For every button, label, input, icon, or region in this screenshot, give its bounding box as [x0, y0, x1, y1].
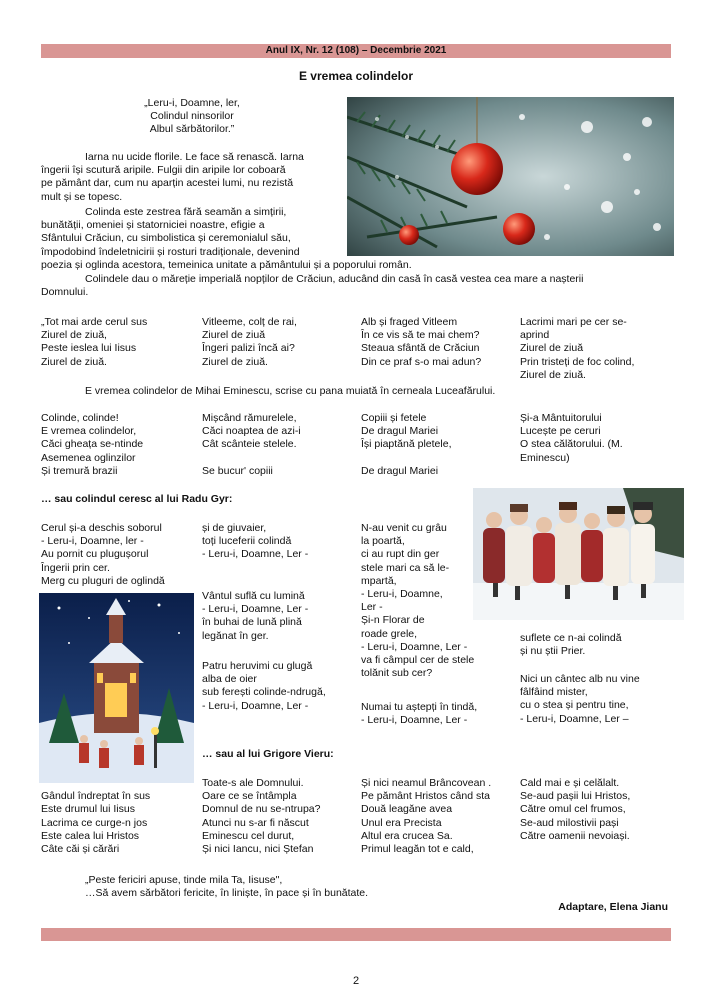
vieru-column — [41, 777, 201, 856]
gyr-column — [361, 701, 519, 727]
verse-line: și de giuvaier, — [202, 522, 267, 534]
text-line: poezia și oglinda acestora, temeinica unitate a pământului și a poporului român. — [41, 258, 412, 271]
verse-line: stele mari ca să le- — [361, 561, 450, 574]
verse-line: Oare ce se întâmpla — [202, 790, 297, 803]
verse-line: Căci gheața se-ntinde — [41, 438, 144, 451]
page-number: 2 — [352, 975, 360, 987]
verse-line: - Leru-i, Doamne, Ler - — [202, 548, 309, 561]
verse-line: Merg cu pluguri de oglindă — [41, 574, 165, 587]
epigraph-line: „Leru-i, Doamne, ler, — [144, 97, 240, 109]
verse-line: Altul era crucea Sa. — [361, 829, 453, 842]
verse-line: Alb și fraged Vitleem — [361, 316, 458, 328]
verse-line: Este calea lui Hristos — [41, 829, 140, 842]
verse-line: Câte căi și cărări — [41, 843, 120, 855]
verse-line: mpartă, — [361, 574, 397, 587]
text-line: Domnului. — [41, 286, 89, 299]
text-line: Colindele dau o măreție imperială nopților de Crăciun, aducând din casă în casă vestea cea mare a nașterii — [85, 273, 584, 285]
verse-line: Pe pământ Hristos când sta — [361, 790, 490, 803]
verse-line: Prin tristeți de foc colind, — [520, 355, 635, 368]
vieru-heading: … sau al lui Grigore Vieru: — [202, 748, 334, 760]
verse-line: Lacrimi mari pe cer se- — [520, 316, 627, 328]
text-line: Sfântului Crăciun, cu simbolistica și ceremonialul său, — [41, 232, 291, 245]
verse-line: va fi câmpul cer de stele — [361, 654, 475, 667]
eminescu-intro: E vremea colindelor de Mihai Eminescu, scrise cu pana muiată în cerneala Luceafărului. — [85, 385, 496, 397]
church-image — [39, 593, 194, 783]
stanza-column — [520, 412, 675, 465]
verse-line: - Leru-i, Doamne, Ler - — [202, 603, 309, 616]
verse-line: Primul leagăn tot e cald, — [361, 843, 474, 856]
verse-line: Cald mai e și celălalt. — [520, 777, 620, 789]
verse-line: Și nici neamul Brâncovean . — [361, 777, 492, 789]
verse-line: aprind — [520, 329, 550, 342]
stanza-column — [361, 316, 521, 369]
verse-line: Ziurel de ziuă, — [41, 329, 107, 342]
verse-line: Și-n Florar de — [361, 614, 425, 627]
epigraph — [92, 97, 292, 137]
gyr-column — [202, 590, 360, 643]
verse-line: Eminescu cel durut, — [202, 829, 295, 842]
verse-line: Căci noaptea de azi-i — [202, 425, 301, 438]
verse-line: Au pornit cu plugușorul — [41, 548, 149, 561]
verse-line: Vitleeme, colț de rai, — [202, 316, 297, 328]
verse-line: Ziurel de ziuă — [520, 342, 584, 355]
intro-paragraph-3 — [41, 273, 671, 299]
verse-line: Se-aud pașii lui Hristos, — [520, 790, 631, 803]
verse-line: Domnul de nu se-ntrupa? — [202, 803, 321, 816]
verse-line: Ziurel de ziuă — [202, 329, 266, 342]
vieru-column — [202, 777, 360, 856]
epigraph-line: Albul sărbătorilor.” — [149, 123, 235, 136]
gyr-column — [202, 522, 360, 562]
verse-line: cu o stea și pentru tine, — [520, 699, 629, 712]
vieru-column — [361, 777, 519, 856]
verse-line: Îngerii prin cer. — [41, 561, 110, 574]
verse-line: Două leagăne avea — [361, 803, 453, 816]
stanza-column — [202, 316, 362, 369]
verse-line: Îngeri palizi încă ai? — [202, 342, 295, 355]
verse-line: Și nici Iancu, nici Ștefan — [202, 843, 314, 856]
page-title: E vremea colindelor — [298, 69, 414, 83]
verse-line: în buhai de lună plină — [202, 616, 302, 629]
gyr-column — [41, 522, 201, 588]
epigraph-line: Colindul ninsorilor — [150, 110, 234, 123]
verse-line — [41, 777, 201, 790]
verse-line: Peste ieslea lui Iisus — [41, 342, 137, 355]
verse-line: Vântul suflă cu lumină — [202, 590, 305, 602]
stanza-column — [520, 316, 675, 382]
verse-line: Atunci nu s-ar fi născut — [202, 816, 309, 829]
intro-paragraph-2 — [41, 206, 671, 272]
verse-line: Ziurel de ziuă. — [520, 368, 586, 381]
verse-line: - Leru-i, Doamne, — [361, 588, 443, 601]
verse-line: Își piaptănă pletele, — [361, 438, 452, 451]
stanza-column — [361, 412, 521, 478]
verse-line: Și tremură brazii — [41, 464, 118, 477]
verse-line: Nici un cântec alb nu vine — [520, 673, 640, 685]
intro-paragraph-1 — [41, 151, 337, 204]
author: Adaptare, Elena Jianu — [558, 901, 668, 913]
stanza-column — [41, 316, 201, 369]
text-line: împodobind îndeletnicirii și rosturi tradiționale, devenind — [41, 245, 300, 258]
verse-line: Cât scânteie stelele. — [202, 438, 297, 451]
closing-line: …Să avem sărbători fericite, în liniște, în pace și în bunătate. — [85, 887, 369, 900]
verse-line: Ziurel de ziuă. — [41, 355, 107, 368]
verse-line: O stea călătorului. (M. — [520, 438, 623, 451]
verse-line: Cerul și-a deschis soborul — [41, 522, 162, 534]
issue-header: Anul IX, Nr. 12 (108) – Decembrie 2021 — [41, 44, 671, 58]
verse-line: fâlfâind mister, — [520, 686, 588, 699]
verse-line: sub ferești colinde-ndrugă, — [202, 686, 326, 699]
verse-line: De dragul Mariei — [361, 425, 439, 438]
verse-line: tolănit sub cer? — [361, 667, 433, 680]
verse-line: legănat în ger. — [202, 629, 269, 642]
gyr-column — [520, 632, 675, 658]
stanza-column — [41, 412, 201, 478]
verse-line: Este drumul lui Iisus — [41, 803, 135, 816]
verse-line: Mișcând rămurelele, — [202, 412, 297, 424]
verse-line: Lacrima ce curge-n jos — [41, 816, 148, 829]
verse-line: Către omul cel frumos, — [520, 803, 626, 816]
verse-line: Unul era Precista — [361, 816, 442, 829]
verse-line: Ziurel de ziuă. — [202, 355, 268, 368]
closing-line: „Peste fericiri apuse, tinde mila Ta, Iisuse", — [85, 874, 283, 886]
vieru-column — [520, 777, 675, 843]
verse-line: alba de oier — [202, 673, 257, 686]
verse-line: suflete ce n-ai colindă — [520, 632, 622, 644]
verse-line: la poartă, — [361, 535, 405, 548]
verse-line: - Leru-i, Doamne, Ler – — [520, 712, 629, 725]
text-line: bunătății, omeniei și statorniciei noastre, efigie a — [41, 219, 265, 232]
verse-line: ci au rupt din ger — [361, 548, 440, 561]
footer-band — [41, 928, 671, 941]
verse-line: toți luceferii colindă — [202, 535, 292, 548]
verse-line: Și-a Mântuitorului — [520, 412, 602, 424]
verse-line: Se bucur' copiii — [202, 464, 273, 477]
verse-line: Numai tu aștepți în tindă, — [361, 701, 478, 713]
verse-line: Copiii și fetele — [361, 412, 427, 424]
verse-line: Către oamenii nevoiași. — [520, 829, 630, 842]
text-line: Colinda este zestrea fără seamăn a simțirii, — [85, 206, 287, 218]
verse-line — [361, 452, 521, 465]
gyr-column — [520, 673, 675, 726]
verse-line: Steaua sfântă de Crăciun — [361, 342, 480, 355]
verse-line: - Leru-i, Doamne, Ler - — [361, 640, 468, 653]
closing-text — [85, 874, 675, 900]
verse-line: - Leru-i, Doamne, ler - — [41, 535, 144, 548]
verse-line: Toate-s ale Domnului. — [202, 777, 304, 789]
verse-line: Ler - — [361, 601, 383, 614]
text-line: mult și se topesc. — [41, 190, 123, 203]
stanza-column — [202, 412, 362, 478]
text-line: îngerii își scutură aripile. Fulgii din aripile lor coboară — [41, 164, 286, 177]
text-line: pe pământ dar, cum nu aparțin acestei lumi, nu rezistă — [41, 177, 294, 190]
verse-line: - Leru-i, Doamne, Ler - — [202, 699, 309, 712]
verse-line: roade grele, — [361, 627, 418, 640]
gyr-column — [202, 660, 360, 713]
verse-line: Colinde, colinde! — [41, 412, 119, 424]
gyr-column — [361, 522, 475, 680]
verse-line: „Tot mai arde cerul sus — [41, 316, 148, 328]
verse-line: N-au venit cu grâu — [361, 522, 447, 534]
verse-line: Asemenea oglinzilor — [41, 451, 136, 464]
verse-line: Eminescu) — [520, 451, 570, 464]
verse-line: - Leru-i, Doamne, Ler - — [361, 714, 468, 727]
text-line: Iarna nu ucide florile. Le face să renască. Iarna — [85, 151, 304, 163]
verse-line: Patru heruvimi cu glugă — [202, 660, 313, 672]
verse-line: și nu știi Prier. — [520, 645, 586, 658]
verse-line: În ce vis să te mai chem? — [361, 329, 480, 342]
verse-line: Se-aud milostivii pași — [520, 816, 619, 829]
verse-line: De dragul Mariei — [361, 464, 439, 477]
gyr-heading: … sau colindul ceresc al lui Radu Gyr: — [41, 493, 233, 505]
verse-line — [202, 452, 362, 465]
carolers-image — [473, 488, 684, 620]
verse-line: Gândul îndreptat în sus — [41, 790, 151, 803]
verse-line: Din ce praf s-o mai adun? — [361, 355, 482, 368]
verse-line: E vremea colindelor, — [41, 425, 137, 438]
verse-line: Lucește pe ceruri — [520, 425, 601, 438]
